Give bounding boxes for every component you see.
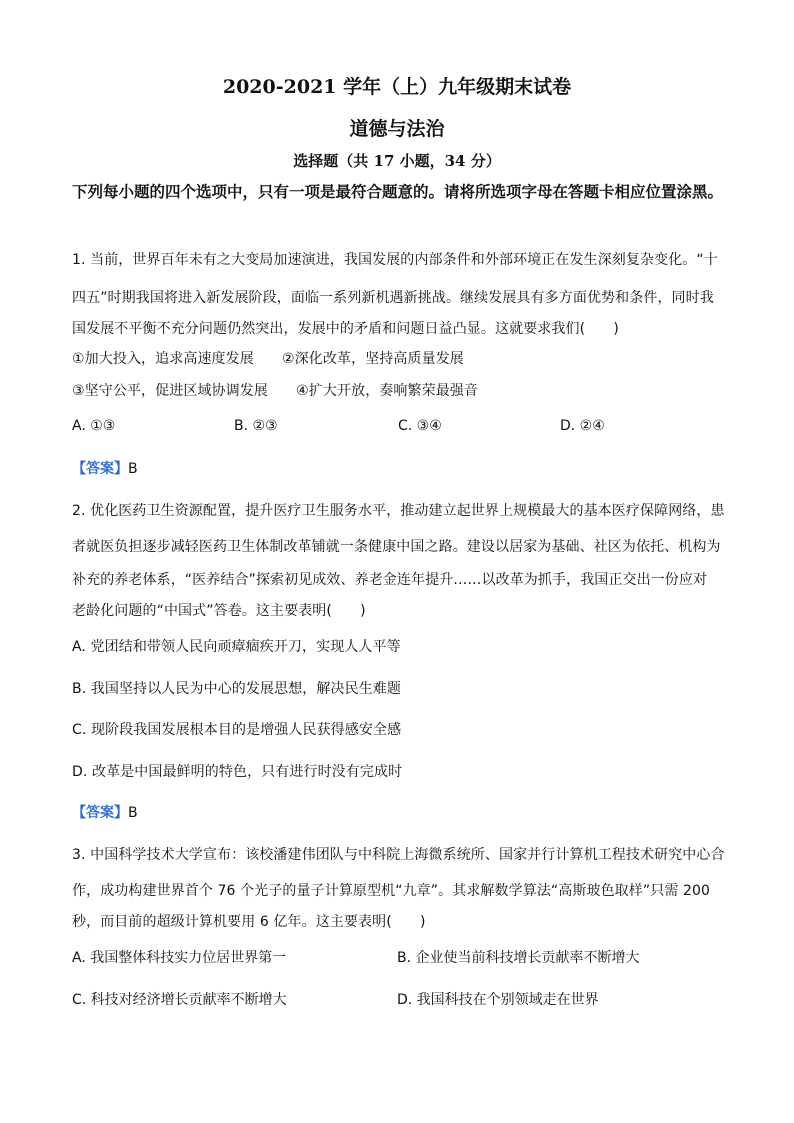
q1-answer — [72, 458, 138, 478]
q1-stem-line-1: 1. 当前，世界百年未有之大变局加速演进，我国发展的内部条件和外部环境正在发生深刻复杂变化。“十 — [72, 252, 718, 268]
q2-stem-line-1: 2. 优化医药卫生资源配置，提升医疗卫生服务水平，推动建立起世界上规模最大的基本医疗保障网络，患 — [72, 503, 725, 519]
answer-value: B — [128, 805, 138, 821]
q2-stem-line-3: 补充的养老体系，“医养结合”探索初见成效、养老金连年提升……以改革为抓手，我国正交出一份应对 — [72, 572, 708, 588]
q1-option-b: B. ②③ — [234, 418, 278, 434]
exam-title: 2020-2021 学年（上）九年级期末试卷 — [222, 76, 572, 98]
q2-answer — [72, 802, 138, 822]
q2-option-b: B. 我国坚持以人民为中心的发展思想，解决民生难题 — [72, 681, 402, 697]
q1-option-a: A. ①③ — [72, 418, 116, 434]
q3-option-c: C. 科技对经济增长贡献率不断增大 — [72, 992, 287, 1008]
instructions: 下列每小题的四个选项中，只有一项是最符合题意的。请将所选项字母在答题卡相应位置涂黑。 — [72, 183, 724, 201]
q3-option-a: A. 我国整体科技实力位居世界第一 — [72, 950, 287, 966]
q3-stem-line-1: 3. 中国科学技术大学宣布：该校潘建伟团队与中科院上海微系统所、国家并行计算机工程技术研究中心合 — [72, 847, 725, 863]
q2-stem-line-4: 老龄化问题的“中国式”答卷。这主要表明( ) — [72, 603, 366, 619]
subject-title: 道德与法治 — [349, 118, 445, 140]
q2-option-a: A. 党团结和带领人民向顽瘴痼疾开刀，实现人人平等 — [72, 639, 401, 655]
q2-option-d: D. 改革是中国最鲜明的特色，只有进行时没有完成时 — [72, 764, 403, 780]
q1-stem-line-2: 四五”时期我国将进入新发展阶段，面临一系列新机遇新挑战。继续发展具有多方面优势和条件，同时我 — [72, 290, 714, 306]
q3-stem-line-3: 秒，而目前的超级计算机要用 6 亿年。这主要表明( ) — [72, 914, 426, 930]
answer-tag: 【答案】 — [72, 805, 128, 821]
q3-option-b: B. 企业使当前科技增长贡献率不断增大 — [397, 950, 640, 966]
q3-stem-line-2: 作，成功构建世界首个 76 个光子的量子计算原型机“九章”。其求解数学算法“高斯玻色取样”只需 200 — [72, 883, 710, 899]
q1-option-c: C. ③④ — [398, 418, 442, 434]
q1-statement-1-2: ①加大投入，追求高速度发展 ②深化改革，坚持高质量发展 — [72, 351, 464, 367]
answer-tag: 【答案】 — [72, 461, 128, 477]
q3-option-d: D. 我国科技在个别领域走在世界 — [397, 992, 599, 1008]
q2-stem-line-2: 者就医负担逐步减轻医药卫生体制改革铺就一条健康中国之路。建设以居家为基础、社区为依托、机构为 — [72, 539, 721, 555]
q1-option-d: D. ②④ — [560, 418, 605, 434]
q1-statement-3-4: ③坚守公平，促进区域协调发展 ④扩大开放，奏响繁荣最强音 — [72, 383, 478, 399]
q2-option-c: C. 现阶段我国发展根本目的是增强人民获得感安全感 — [72, 722, 402, 738]
answer-value: B — [128, 461, 138, 477]
q1-stem-line-3: 国发展不平衡不充分问题仍然突出，发展中的矛盾和问题日益凸显。这就要求我们( ) — [72, 321, 619, 337]
section-heading: 选择题（共 17 小题，34 分） — [293, 152, 501, 170]
